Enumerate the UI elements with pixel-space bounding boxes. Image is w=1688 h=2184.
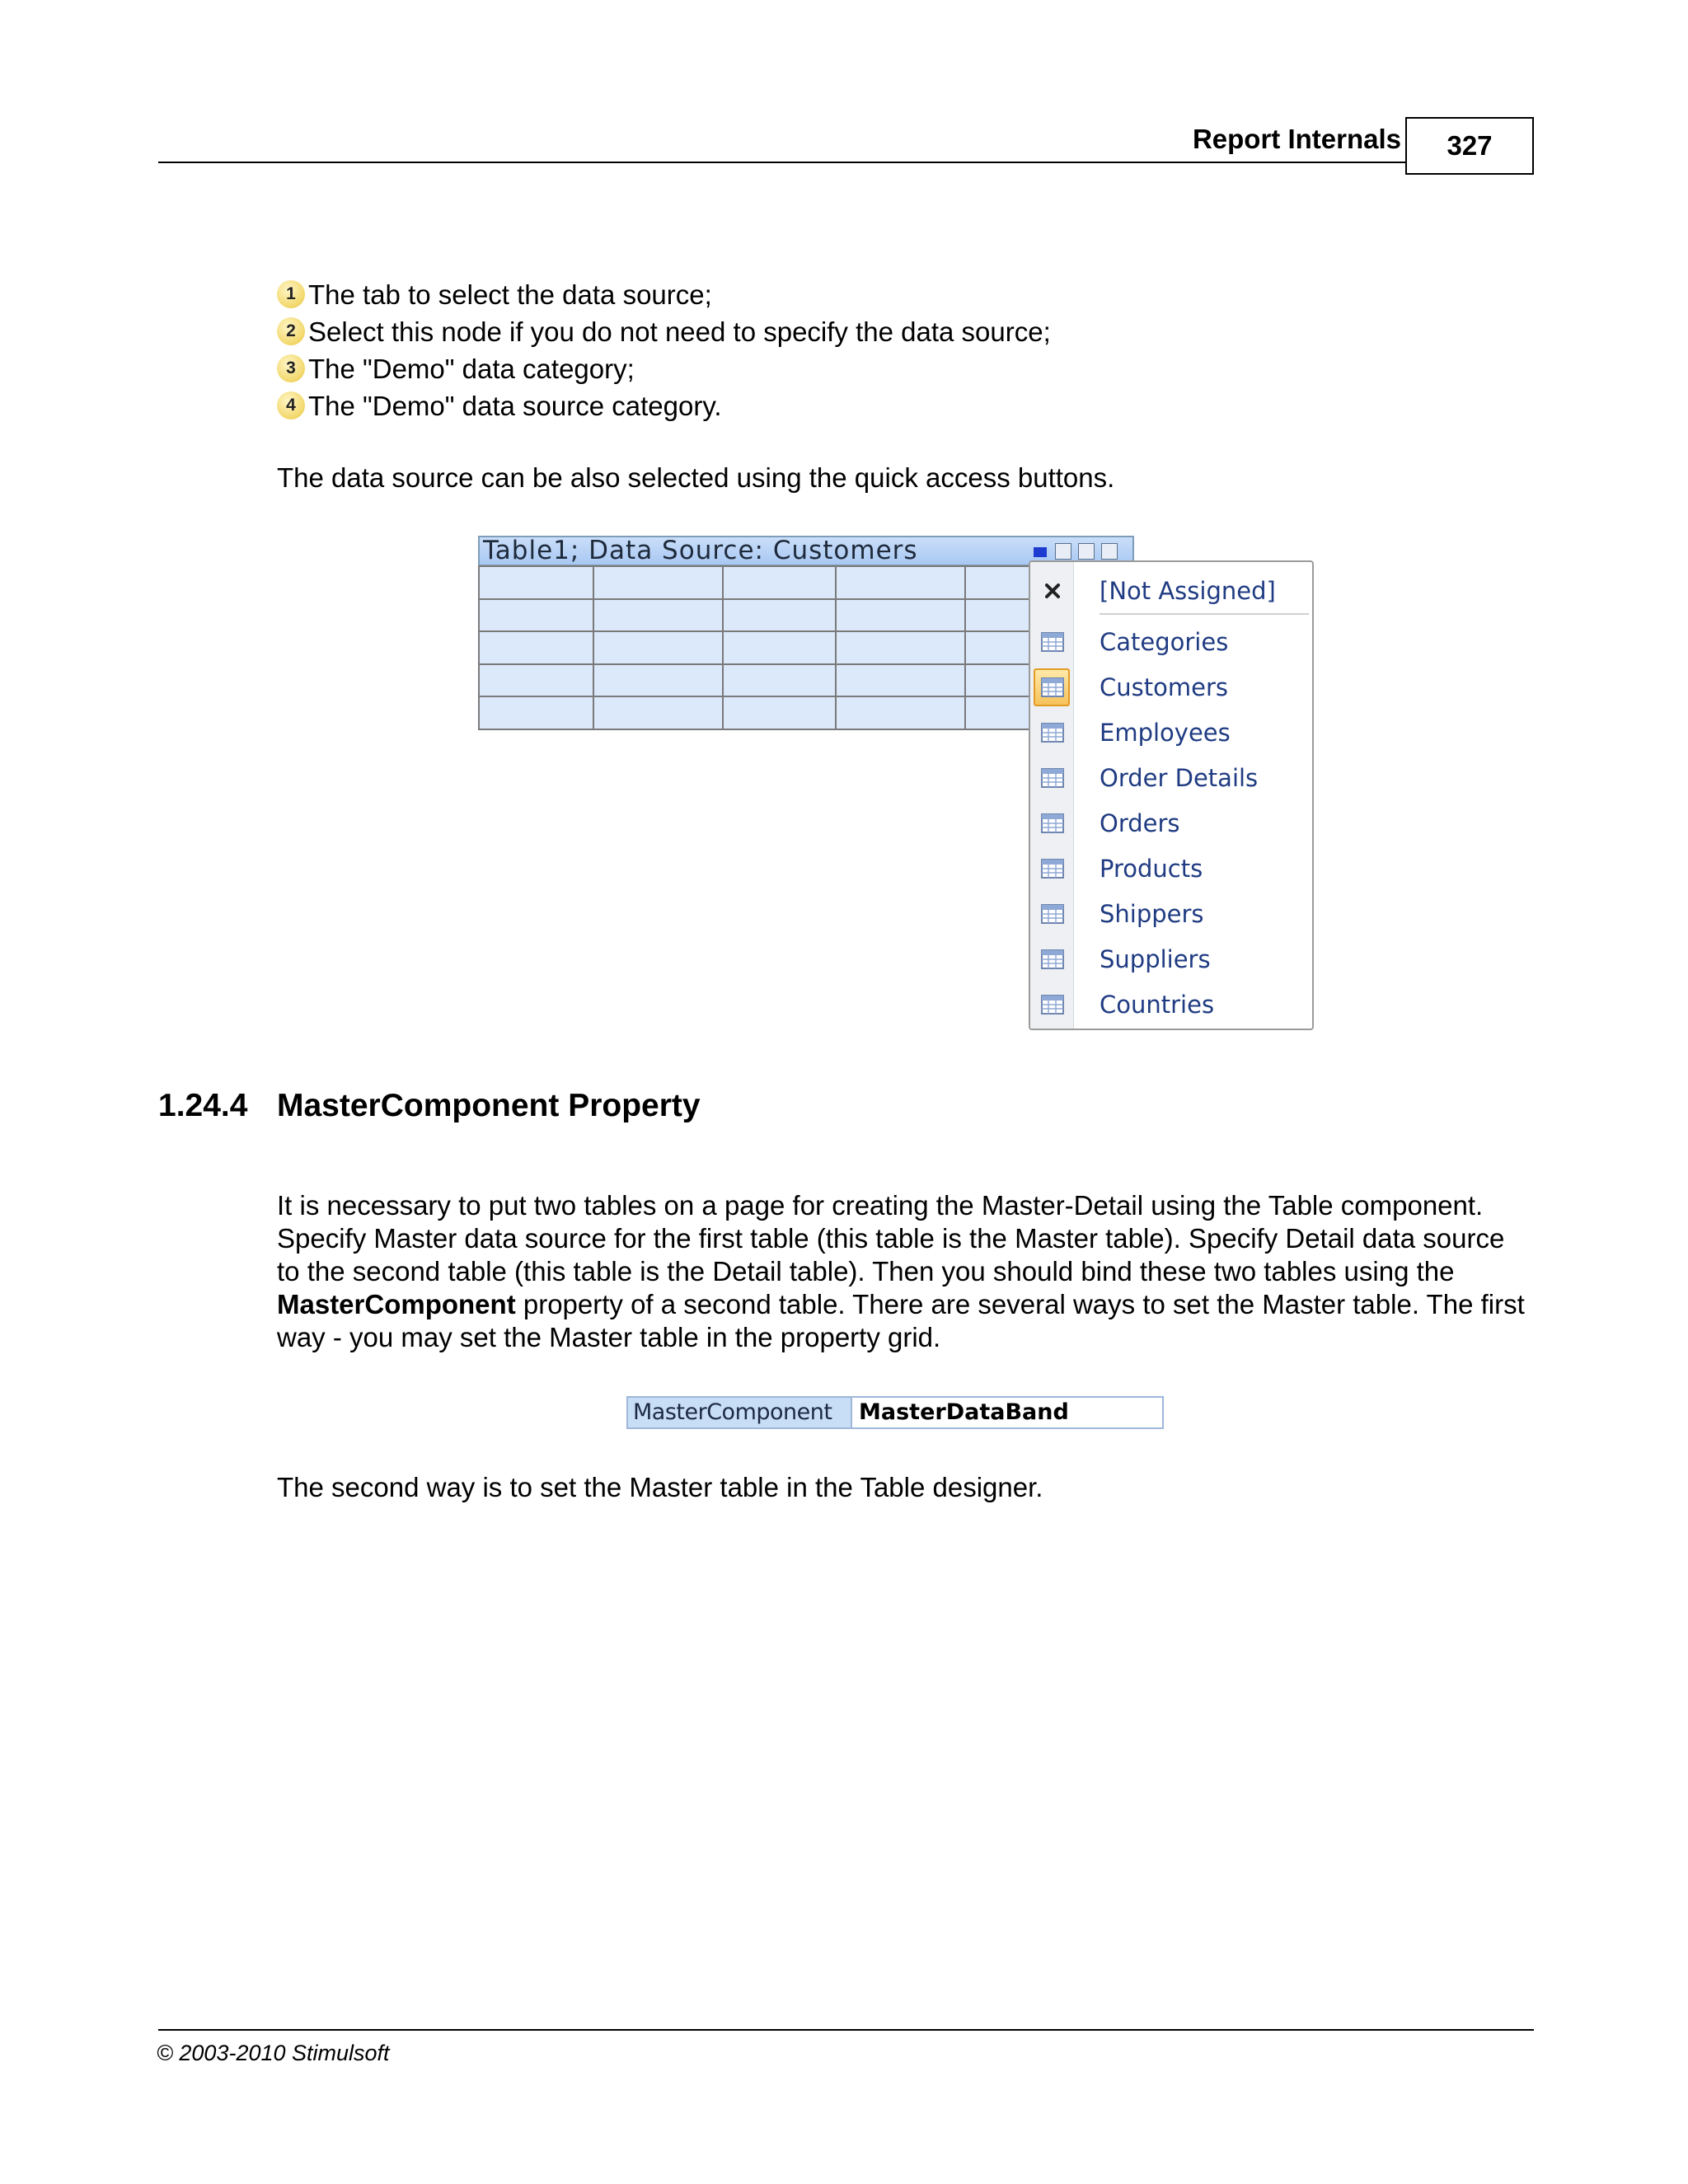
menu-item-data-source[interactable] [1030, 710, 1312, 756]
page-number: 327 [1405, 117, 1534, 175]
table-icon [1040, 766, 1065, 790]
paragraph-bold-term: MasterComponent [277, 1289, 516, 1319]
menu-item-label: Customers [1100, 673, 1228, 701]
data-source-quick-button[interactable] [1034, 547, 1047, 557]
menu-separator [1100, 613, 1309, 615]
settings-quick-button[interactable] [1078, 543, 1095, 560]
menu-item-label: Orders [1100, 809, 1180, 837]
header-section-title: Report Internals [1192, 124, 1401, 154]
list-item-text: The "Demo" data category; [308, 354, 635, 384]
property-value[interactable]: MasterDataBand [851, 1398, 1162, 1427]
paragraph-text: It is necessary to put two tables on a page for creating the Master-Detail using the Table component. Specify Master data source for the first table (this table is the Master table). Specify Detail data source to the second table (this table is the Detail table). Then you should bind these two tables using the [277, 1190, 1505, 1286]
table-icon [1040, 948, 1065, 971]
footer-copyright: © 2003-2010 Stimulsoft [157, 2041, 390, 2065]
menu-item-label: Suppliers [1100, 945, 1211, 973]
callout-list [277, 276, 1051, 424]
section-number: 1.24.4 [158, 1088, 248, 1123]
callout-badge: 3 [277, 354, 305, 382]
property-grid-row[interactable] [626, 1396, 1164, 1429]
property-name: MasterComponent [628, 1398, 851, 1427]
header-rule [158, 162, 1405, 163]
list-item-text: The tab to select the data source; [308, 279, 712, 310]
section-title: MasterComponent Property [277, 1088, 701, 1123]
menu-item-data-source[interactable] [1030, 937, 1312, 982]
menu-item-data-source[interactable] [1030, 846, 1312, 892]
table-icon [1040, 902, 1065, 926]
list-item [277, 387, 1051, 424]
menu-item-data-source[interactable] [1030, 756, 1312, 801]
menu-item-data-source[interactable] [1030, 620, 1312, 665]
paragraph-master-detail [277, 1189, 1530, 1354]
callout-badge: 1 [277, 280, 305, 308]
menu-item-label: Order Details [1100, 764, 1259, 792]
table-icon [1040, 676, 1065, 699]
menu-item-data-source[interactable] [1030, 665, 1312, 710]
table-icon [1040, 630, 1065, 654]
list-item-text: The "Demo" data source category. [308, 391, 722, 421]
grid-quick-button[interactable] [1055, 543, 1071, 560]
table-icon [1040, 993, 1065, 1016]
table-icon [1040, 857, 1065, 880]
table-icon [1040, 812, 1065, 835]
paragraph-table-designer: The second way is to set the Master table in the Table designer. [277, 1472, 1043, 1502]
menu-item-label: Countries [1100, 991, 1215, 1019]
menu-item-label: Employees [1100, 719, 1231, 747]
menu-item-label: Categories [1100, 628, 1229, 656]
data-source-dropdown [1029, 560, 1314, 1030]
menu-item-not-assigned[interactable] [1030, 569, 1312, 614]
footer-rule [158, 2029, 1534, 2031]
menu-item-label: Shippers [1100, 900, 1204, 928]
menu-item-data-source[interactable] [1030, 892, 1312, 937]
close-icon [1040, 579, 1065, 602]
paragraph-text: property of a second table. There are several ways to set the Master table. The first way - you may set the Master table in the property grid. [277, 1289, 1525, 1352]
callout-badge: 2 [277, 317, 305, 345]
chevron-down-icon[interactable] [1101, 543, 1118, 560]
menu-item-label: [Not Assigned] [1100, 577, 1276, 605]
list-item-text: Select this node if you do not need to specify the data source; [308, 316, 1051, 347]
list-item [277, 350, 1051, 387]
table-icon [1040, 721, 1065, 744]
callout-badge: 4 [277, 391, 305, 419]
menu-item-data-source[interactable] [1030, 801, 1312, 846]
paragraph-quick-access: The data source can be also selected using the quick access buttons. [277, 462, 1115, 493]
list-item [277, 276, 1051, 313]
menu-item-label: Products [1100, 855, 1203, 883]
list-item [277, 313, 1051, 350]
table-component-grid [478, 565, 1030, 730]
table-component-title: Table1; Data Source: Customers [483, 536, 918, 565]
menu-item-data-source[interactable] [1030, 982, 1312, 1028]
